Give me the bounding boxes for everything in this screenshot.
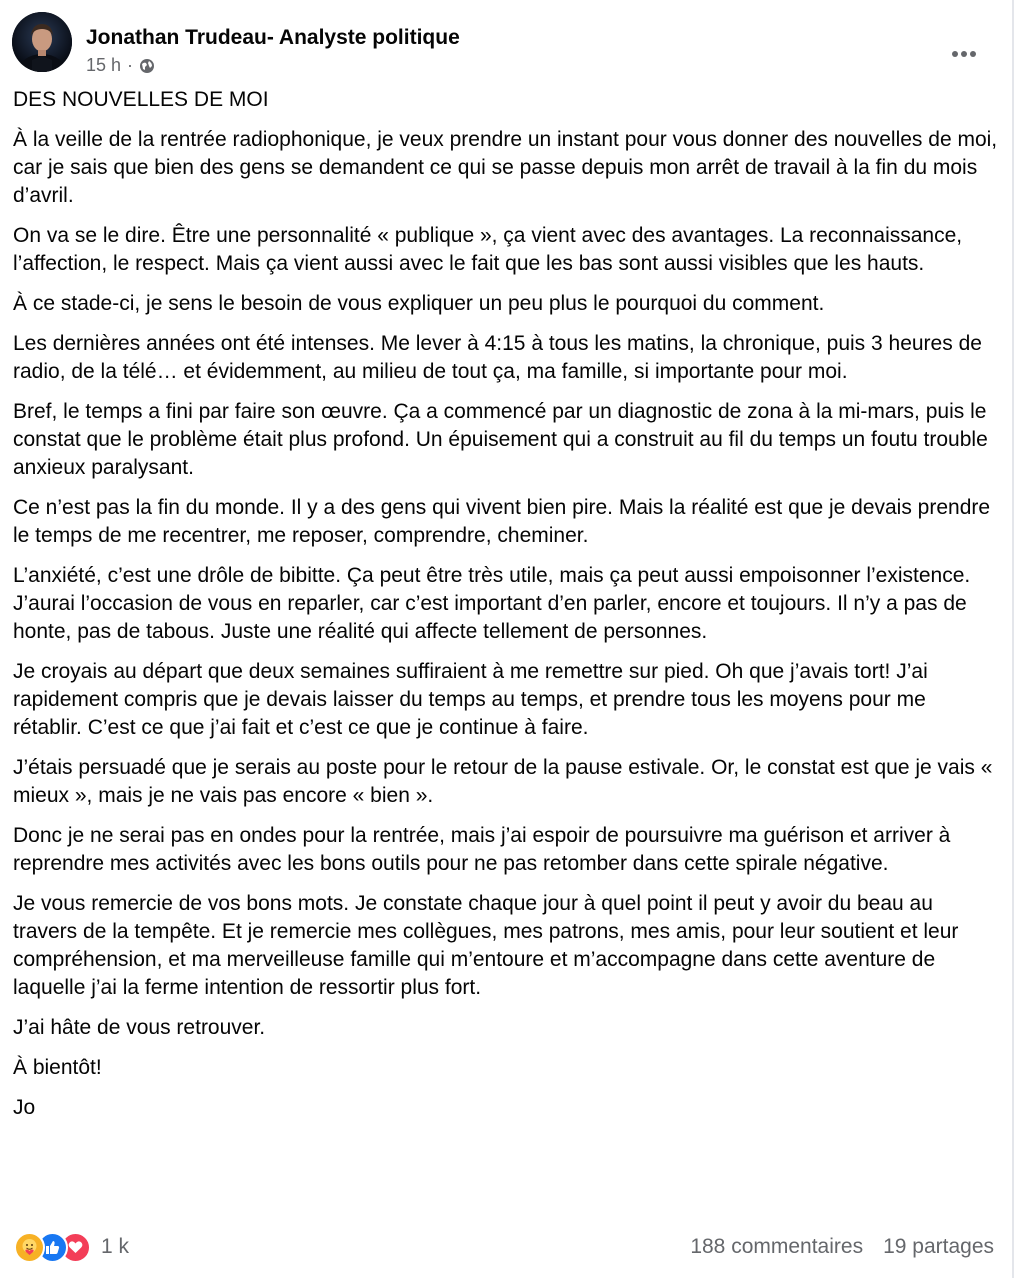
post-stats	[690, 1231, 994, 1263]
avatar-image	[12, 12, 72, 72]
post-paragraph: DES NOUVELLES DE MOI	[13, 88, 269, 111]
post-paragraph: Bref, le temps a fini par faire son œuvre. Ça a commencé par un diagnostic de zona à la mi-mars, puis le constat que le problème était plus profond. Un épuisement qui a construit au fil du temps un foutu trouble anxieux paralysant.	[13, 400, 988, 479]
post-paragraph: À la veille de la rentrée radiophonique, je veux prendre un instant pour vous donner des nouvelles de moi, car je sais que bien des gens se demandent ce qui se passe depuis mon arrêt de travail à la fin du mois d’avril.	[13, 128, 998, 207]
more-options-icon[interactable]	[944, 34, 984, 74]
avatar[interactable]	[12, 12, 72, 72]
post-paragraph: Je croyais au départ que deux semaines suffiraient à me remettre sur pied. Oh que j’avais tort! J’ai rapidement compris que je devais laisser du temps au temps, et prendre tous les moyens pour me rétablir. C’est ce que j’ai fait et c’est ce que je continue à faire.	[13, 660, 928, 739]
post-paragraph: À ce stade-ci, je sens le besoin de vous expliquer un peu plus le pourquoi du comment.	[13, 292, 825, 315]
globe-icon	[139, 57, 155, 73]
post-header	[12, 12, 1000, 74]
post-meta	[86, 54, 155, 76]
shares-count[interactable]: 19 partages	[883, 1235, 994, 1258]
comments-count[interactable]: 188 commentaires	[690, 1235, 864, 1258]
post-footer	[14, 1231, 994, 1263]
post-paragraph: J’étais persuadé que je serais au poste pour le retour de la pause estivale. Or, le constat est que je vais « mieux », mais je ne vais pas encore « bien ».	[13, 756, 993, 807]
meta-separator: ·	[127, 55, 134, 75]
post-time[interactable]: 15 h	[86, 55, 122, 75]
care-reaction-icon	[14, 1232, 45, 1263]
reactions-summary[interactable]	[14, 1231, 129, 1263]
post-paragraph: Les dernières années ont été intenses. Me lever à 4:15 à tous les matins, la chronique, puis 3 heures de radio, de la télé… et évidemment, au milieu de tout ça, ma famille, si importante pour moi.	[13, 332, 982, 383]
post-paragraph: À bientôt!	[13, 1056, 102, 1079]
post-text	[13, 86, 998, 1134]
post-paragraph: On va se le dire. Être une personnalité « publique », ça vient avec des avantages. La reconnaissance, l’affection, le respect. Mais ça vient aussi avec le fait que les bas sont aussi visibles que les hauts.	[13, 224, 963, 275]
post-paragraph: J’ai hâte de vous retrouver.	[13, 1016, 266, 1039]
post-paragraph: L’anxiété, c’est une drôle de bibitte. Ça peut être très utile, mais ça peut aussi empoisonner l’existence. J’aurai l’occasion de vous en reparler, car c’est important d’en parler, encore et toujours. Il n’y a pas de honte, pas de tabous. Juste une réalité qui affecte tellement de personnes.	[13, 564, 971, 643]
post-paragraph: Ce n’est pas la fin du monde. Il y a des gens qui vivent bien pire. Mais la réalité est que je devais prendre le temps de me recentrer, me reposer, comprendre, cheminer.	[13, 496, 991, 547]
post-paragraph: Donc je ne serai pas en ondes pour la rentrée, mais j’ai espoir de poursuivre ma guérison et arriver à reprendre mes activités avec les bons outils pour ne pas retomber dans cette spirale négative.	[13, 824, 951, 875]
post-paragraph: Jo	[13, 1096, 36, 1119]
author-name[interactable]: Jonathan Trudeau- Analyste politique	[86, 26, 460, 49]
post-paragraph: Je vous remercie de vos bons mots. Je constate chaque jour à quel point il peut y avoir du beau au travers de la tempête. Et je remercie mes collègues, mes patrons, mes amis, pour leur soutient et leur compréhension, et ma merveilleuse famille qui m’entoure et m’accompagne dans cette aventure de laquelle j’ai la ferme intention de ressortir plus fort.	[13, 892, 959, 999]
reaction-count[interactable]: 1 k	[101, 1235, 130, 1258]
